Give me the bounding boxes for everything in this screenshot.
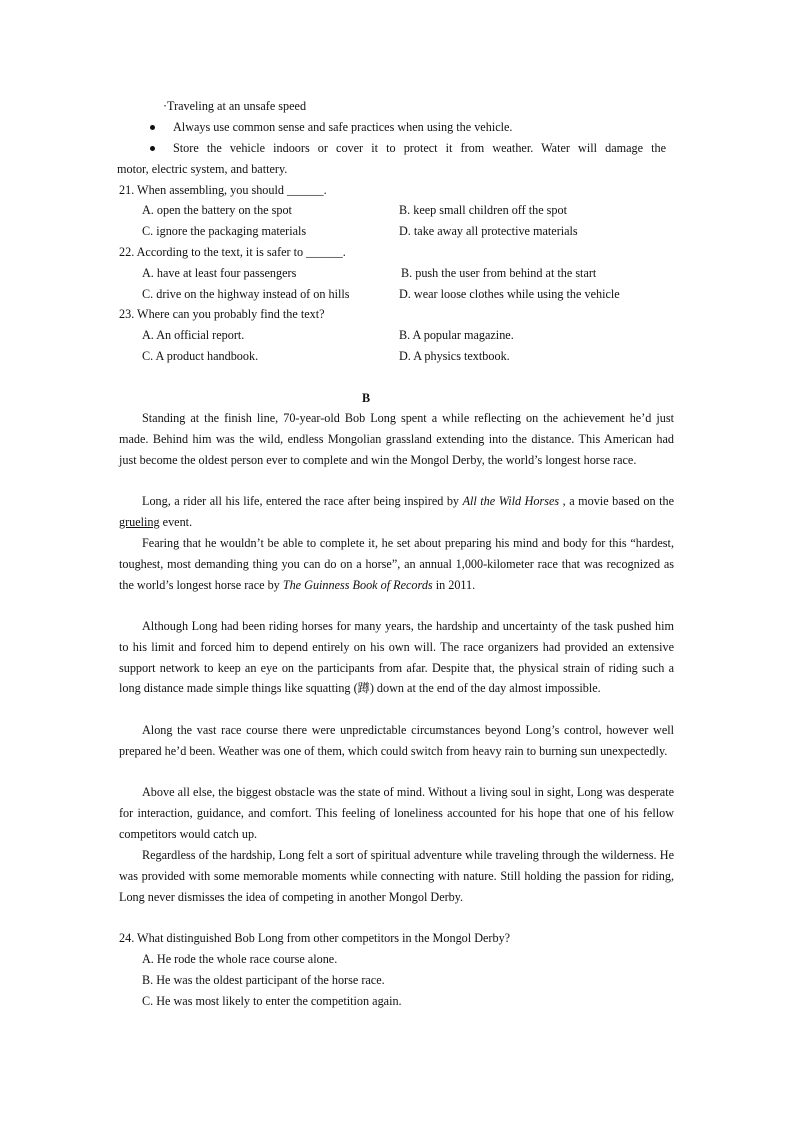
question-21-option-c: C. ignore the packaging materials bbox=[142, 224, 307, 238]
question-24-option-c: C. He was most likely to enter the competition again. bbox=[142, 994, 402, 1008]
bullet-icon bbox=[150, 125, 155, 130]
passage-paragraph-2 bbox=[119, 491, 674, 533]
passage-paragraph-4 bbox=[119, 616, 674, 699]
question-23-option-a: A. An official report. bbox=[142, 328, 245, 342]
question-21-option-a: A. open the battery on the spot bbox=[142, 203, 292, 217]
question-21-option-b: B. keep small children off the spot bbox=[399, 203, 567, 217]
book-title: The Guinness Book of Records bbox=[282, 577, 433, 592]
question-21-stem: 21. When assembling, you should ______. bbox=[119, 183, 327, 197]
paragraph-3-text-a: Fearing that he wouldn’t be able to complete it, he set about preparing his mind and body for this “hardest, toughest, most demanding thing you can do on a horse”, an annual 1,000-kilometer race that was recognized as the world’s longest horse race by bbox=[119, 536, 674, 592]
safety-bullet-2-line-1: Store the vehicle indoors or cover it to protect it from weather. Water will damage the bbox=[173, 141, 666, 155]
question-22-option-c: C. drive on the highway instead of on hills bbox=[142, 287, 350, 301]
paragraph-3-text-b: in 2011. bbox=[432, 577, 476, 592]
question-23-stem: 23. Where can you probably find the text? bbox=[119, 307, 325, 321]
bullet-icon bbox=[150, 146, 155, 151]
passage-paragraph-7 bbox=[119, 845, 674, 907]
paragraph-7-text: Regardless of the hardship, Long felt a sort of spiritual adventure while traveling through the wilderness. He was provided with some memorable moments while connecting with nature. Still holding the passion for riding, Long never dismisses the idea of competing in another Mongol Derby. bbox=[119, 848, 674, 904]
paragraph-6-text: Above all else, the biggest obstacle was the state of mind. Without a living soul in sight, Long was desperate for interaction, guidance, and comfort. This feeling of loneliness accounted for his hope that one of his fellow competitors would catch up. bbox=[119, 785, 674, 841]
section-b-heading: B bbox=[362, 391, 371, 405]
question-23-option-b: B. A popular magazine. bbox=[399, 328, 514, 342]
question-22-option-d: D. wear loose clothes while using the vehicle bbox=[399, 287, 620, 301]
question-24-option-a: A. He rode the whole race course alone. bbox=[142, 952, 338, 966]
safety-item-speed: ·Traveling at an unsafe speed bbox=[163, 99, 307, 113]
question-22-option-a: A. have at least four passengers bbox=[142, 266, 297, 280]
paragraph-4-text: Although Long had been riding horses for many years, the hardship and uncertainty of the task pushed him to his limit and forced him to depend entirely on his own will. The race organizers had provided an extensive support network to keep an eye on the participants from afar. Despite that, the physical strain of riding such a long distance made simple things like squatting (蹲) down at the end of the day almost impossible. bbox=[119, 619, 674, 696]
paragraph-2-text-b: , a movie based on the bbox=[559, 494, 675, 508]
question-24-option-b: B. He was the oldest participant of the horse race. bbox=[142, 973, 385, 987]
question-23-option-d: D. A physics textbook. bbox=[399, 349, 510, 363]
question-22-option-b: B. push the user from behind at the start bbox=[401, 266, 597, 280]
paragraph-1-text: Standing at the finish line, 70-year-old Bob Long spent a while reflecting on the achievement he’d just made. Behind him was the wild, endless Mongolian grassland extending into the distance. This American had just become the oldest person ever to complete and win the Mongol Derby, the world’s longest horse race. bbox=[119, 411, 674, 467]
paragraph-5-text: Along the vast race course there were unpredictable circumstances beyond Long’s control, however well prepared he’d been. Weather was one of them, which could switch from heavy rain to burning sun unexpectedly. bbox=[119, 723, 674, 758]
passage-paragraph-5 bbox=[119, 720, 674, 762]
question-23-option-c: C. A product handbook. bbox=[142, 349, 259, 363]
question-22-stem: 22. According to the text, it is safer to ______. bbox=[119, 245, 346, 259]
movie-title: All the Wild Horses bbox=[462, 494, 560, 508]
question-24-stem: 24. What distinguished Bob Long from other competitors in the Mongol Derby? bbox=[119, 931, 511, 945]
safety-bullet-1: Always use common sense and safe practices when using the vehicle. bbox=[173, 120, 513, 134]
question-21-option-d: D. take away all protective materials bbox=[399, 224, 578, 238]
underlined-word-grueling: grueling bbox=[119, 514, 160, 529]
passage-paragraph-6 bbox=[119, 782, 674, 844]
paragraph-2-text-c: event. bbox=[159, 514, 193, 529]
safety-bullet-2-line-2: motor, electric system, and battery. bbox=[117, 162, 288, 176]
passage-paragraph-3 bbox=[119, 533, 674, 595]
passage-paragraph-1 bbox=[119, 408, 674, 470]
paragraph-2-text-a: Long, a rider all his life, entered the race after being inspired by bbox=[142, 494, 463, 508]
